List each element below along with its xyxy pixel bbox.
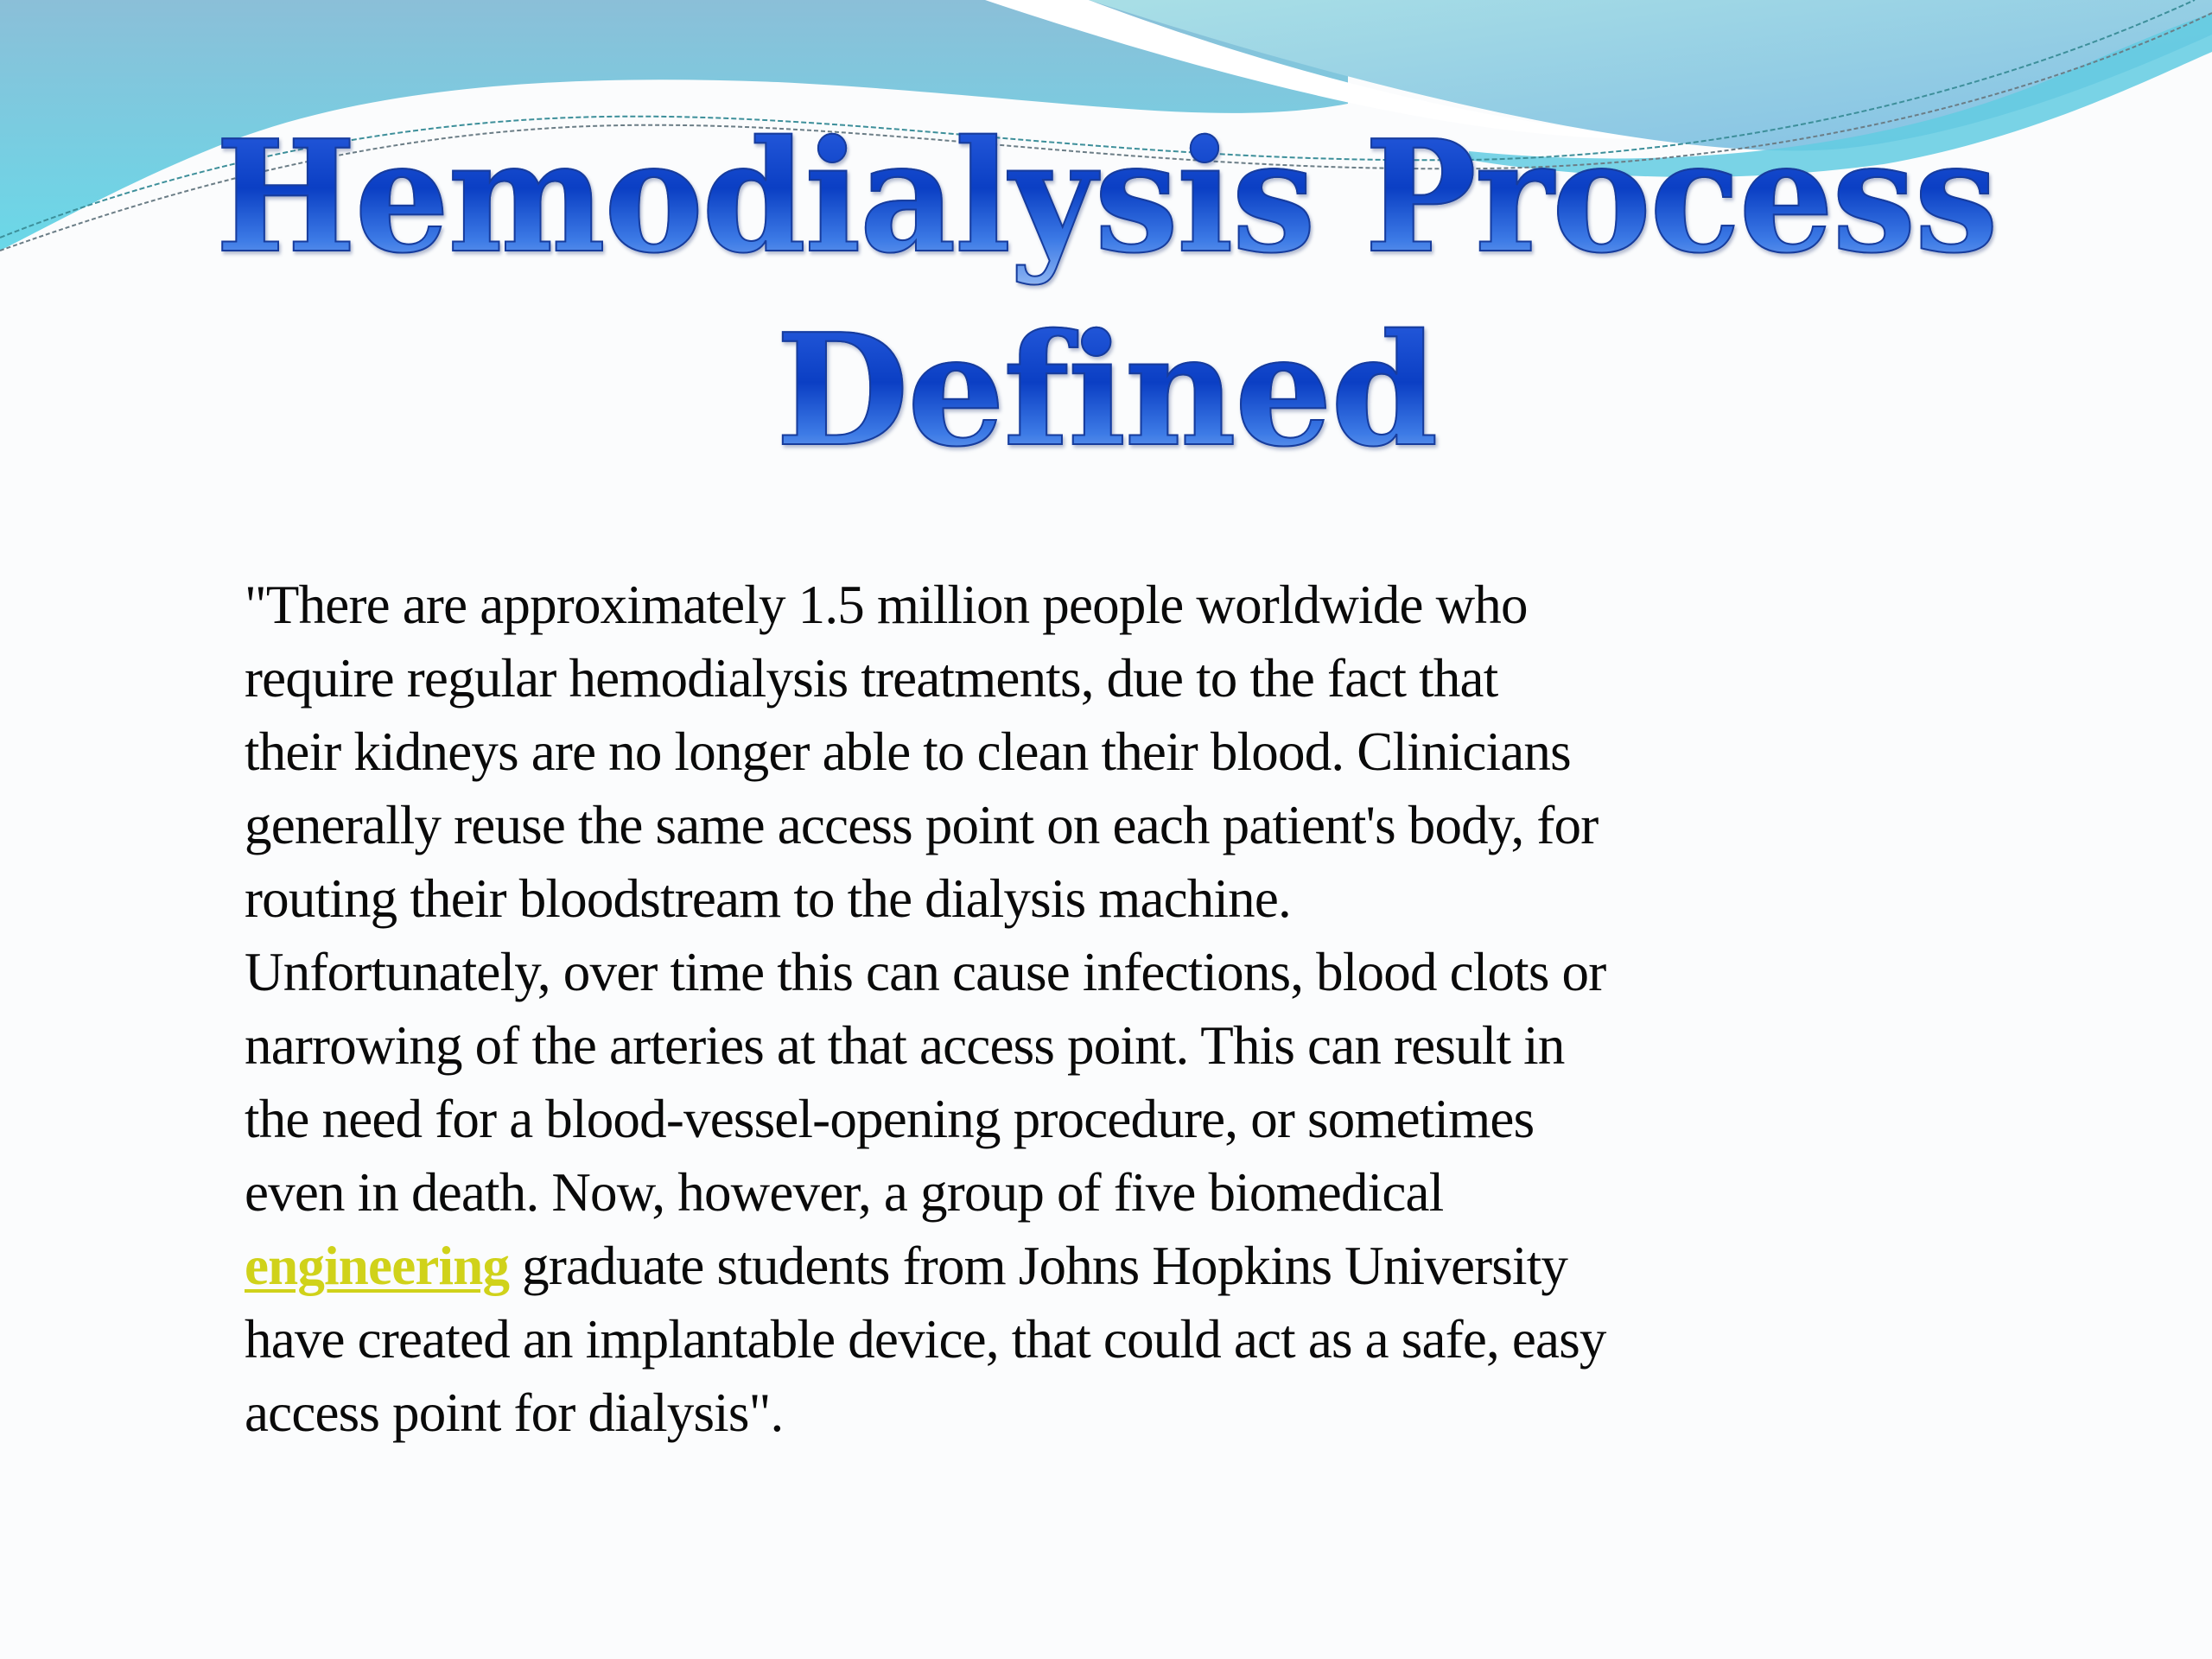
body-line: "There are approximately 1.5 million people worldwide who xyxy=(245,575,1528,635)
engineering-link[interactable]: engineering xyxy=(245,1236,510,1296)
body-line: routing their bloodstream to the dialysis machine. xyxy=(245,868,1291,929)
body-line: generally reuse the same access point on each patient's body, for xyxy=(245,795,1599,855)
slide-title-line2: Defined xyxy=(0,304,2212,477)
body-line-with-link xyxy=(245,1230,1990,1303)
body-line: their kidneys are no longer able to clean their blood. Clinicians xyxy=(245,721,1571,782)
body-line-rest: graduate students from Johns Hopkins University xyxy=(509,1236,1568,1296)
body-line: access point for dialysis". xyxy=(245,1382,784,1443)
body-line: have created an implantable device, that could act as a safe, easy xyxy=(245,1309,1606,1370)
body-line: narrowing of the arteries at that access point. This can result in xyxy=(245,1015,1565,1076)
body-line: the need for a blood-vessel-opening procedure, or sometimes xyxy=(245,1089,1535,1149)
body-paragraph xyxy=(245,569,1990,1450)
body-line: require regular hemodialysis treatments, due to the fact that xyxy=(245,648,1498,709)
body-line: Unfortunately, over time this can cause infections, blood clots or xyxy=(245,942,1606,1002)
body-line: even in death. Now, however, a group of five biomedical xyxy=(245,1162,1444,1223)
slide-title-line1: Hemodialysis Process xyxy=(33,111,2178,283)
